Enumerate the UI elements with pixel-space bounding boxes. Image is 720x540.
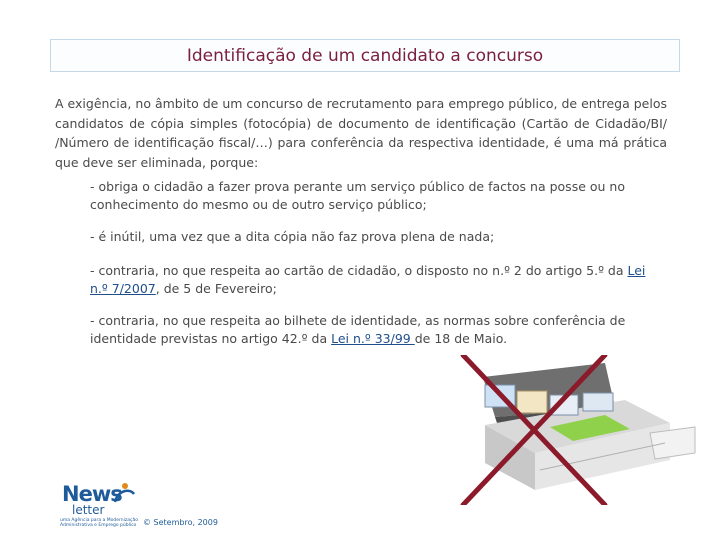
- page-title: Identificação de um candidato a concurso: [186, 45, 544, 66]
- document-card: [583, 393, 613, 411]
- logo-subbrand: letter: [72, 503, 105, 517]
- bullet-text: - contraria, no que respeita ao bilhete de identidade, as normas sobre conferência de identidade previstas no artigo 42.º da: [90, 313, 626, 346]
- bullet-item: - é inútil, uma vez que a dita cópia não faz prova plena de nada;: [90, 229, 495, 244]
- law-link-7-2007[interactable]: Lei n.º 7/2007: [90, 263, 646, 296]
- logo-brand: News: [62, 482, 122, 506]
- bullet-item: [90, 262, 646, 297]
- bullet-item: - obriga o cidadão a fazer prova perante um serviço público de factos na posse ou no conhecimento do mesmo ou de outro serviço público;: [90, 179, 625, 212]
- logo-tagline: uma Agência para a Modernização Administrativa e Emprego público: [60, 518, 138, 528]
- bullet-item: [90, 312, 646, 347]
- document-card: [517, 391, 547, 413]
- bullet-text: - contraria, no que respeita ao cartão de cidadão, o disposto no n.º 2 do artigo 5.º da: [90, 263, 628, 278]
- paper-tray: [650, 427, 695, 459]
- footer-date: © Setembro, 2009: [143, 518, 218, 527]
- bullet-text: de 18 de Maio.: [414, 330, 508, 346]
- bullet-text: , de 5 de Fevereiro;: [155, 280, 277, 296]
- photocopier-icon: [455, 355, 705, 505]
- law-link-33-99[interactable]: Lei n.º 33/99: [331, 330, 415, 346]
- intro-paragraph: A exigência, no âmbito de um concurso de recrutamento para emprego público, de entrega pelos candidatos de cópia simples (fotocópia) de documento de identificação (Cartão de Cidadão/BI/ /Número de identificação fiscal/…) para conferência da respectiva identidade, é uma má prática que deve ser eliminada, porque:: [55, 96, 667, 170]
- newsletter-logo: [60, 482, 140, 532]
- logo-swirl-icon: [112, 480, 138, 506]
- title-box: [50, 39, 680, 72]
